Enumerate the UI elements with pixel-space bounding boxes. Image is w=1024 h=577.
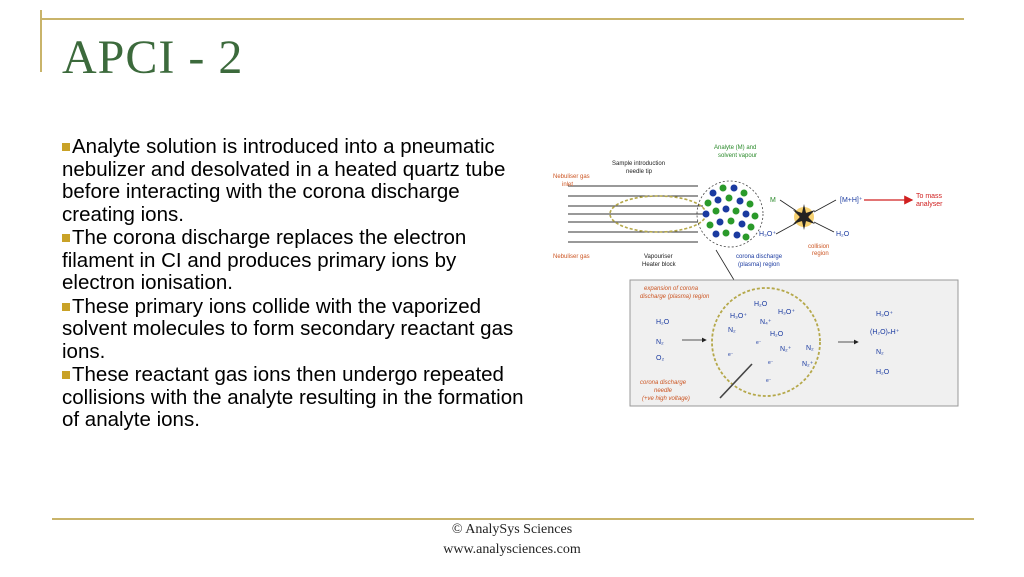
left-rule — [40, 10, 42, 72]
diagram-label: H₃O⁺ — [730, 313, 748, 320]
vaporiser-label: Vapouriser — [644, 254, 673, 260]
nebuliser-gas-label: Nebuliser gas — [553, 254, 590, 260]
sample-intro-label: Sample introduction — [612, 161, 666, 167]
bullet-item — [62, 296, 532, 364]
mh-arrow — [814, 200, 836, 212]
diagram-label: e⁻ — [756, 340, 762, 346]
m-arrow — [780, 200, 798, 212]
diagram-label: N₂ — [806, 345, 814, 352]
heater-block-label: Heater block — [642, 262, 676, 268]
diagram-label: H₃O⁺ — [778, 309, 796, 316]
analyte-vapour-label: Analyte (M) and — [714, 145, 757, 151]
bullet-text: The corona discharge replaces the electron filament in CI and produces primary ions by electron ionisation. — [62, 226, 467, 294]
footer — [412, 520, 612, 560]
corona-region-label: corona discharge — [736, 254, 783, 260]
top-rule — [40, 18, 964, 20]
slide-title: APCI - 2 — [62, 31, 244, 84]
vapour-droplets — [703, 185, 759, 241]
bullet-text: Analyte solution is introduced into a pneumatic nebulizer and desolvated in a heated quartz tube before interacting with the corona discharge creating ions. — [62, 135, 506, 226]
h2o-upper-label: H₂O — [836, 231, 850, 238]
high-voltage-label: (+ve high voltage) — [642, 396, 690, 402]
diagram-label: e⁻ — [768, 360, 774, 366]
bullet-square-icon — [62, 143, 70, 151]
diagram-label: N₂ — [728, 327, 736, 334]
solvent-vapour-label: solvent vapour — [718, 153, 758, 159]
nebuliser-gas-inlet-label: Nebuliser gas — [553, 174, 590, 180]
probe-tubes — [568, 186, 703, 242]
diagram-label: H₂O — [770, 331, 784, 338]
diagram-label: N₂⁺ — [802, 361, 814, 368]
diagram-label: H₂O — [876, 369, 890, 376]
expansion-label: expansion of corona — [644, 286, 699, 292]
bullet-item — [62, 364, 532, 432]
sample-intro-label-2: needle tip — [626, 169, 653, 175]
bullet-text: These primary ions collide with the vaporized solvent molecules to form secondary reactant gas ions. — [62, 294, 514, 363]
nebuliser-gas-inlet-label-2: inlet — [562, 182, 574, 188]
bullet-square-icon — [62, 234, 70, 242]
diagram-label: (H₂O)ₙH⁺ — [870, 329, 900, 336]
bullet-item — [62, 227, 532, 295]
corona-needle-label: corona discharge — [640, 380, 687, 386]
diagram-label: e⁻ — [728, 352, 734, 358]
bullet-text: These reactant gas ions then undergo repeated collisions with the analyte resulting in the formation of analyte ions. — [62, 363, 524, 431]
footer-copyright: © AnalySys Sciences — [451, 522, 573, 537]
to-mass-label: To mass — [916, 193, 943, 200]
collision-burst-icon — [793, 204, 815, 230]
plasma-label: discharge (plasma) region — [640, 294, 710, 300]
diagram-label: N₂ — [656, 339, 664, 346]
region-label: region — [812, 251, 829, 257]
h3o-label: H₃O⁺ — [759, 231, 777, 238]
bullet-item — [62, 136, 532, 226]
diagram-label: H₂O — [656, 319, 670, 326]
plasma-region-label: (plasma) region — [738, 262, 780, 268]
diagram-label: O₂ — [656, 355, 665, 362]
h3o-arrow — [776, 222, 798, 234]
diagram-label: e⁻ — [766, 378, 772, 384]
diagram-label: H₃O⁺ — [876, 311, 894, 318]
bullet-square-icon — [62, 303, 70, 311]
bullet-list — [62, 136, 532, 433]
needle-label: needle — [654, 388, 673, 394]
bullet-square-icon — [62, 371, 70, 379]
footer-website: www.analysciences.com — [443, 542, 581, 557]
mh-label: [M+H]⁺ — [840, 197, 863, 204]
diagram-label: N₄⁺ — [760, 319, 772, 326]
m-label: M — [770, 197, 776, 204]
diagram-label: N₂ — [876, 349, 884, 356]
analyser-label: analyser — [916, 201, 943, 208]
diagram-label: N₂⁺ — [780, 346, 792, 353]
diagram-label: H₂O — [754, 301, 768, 308]
h2o-arrow — [814, 222, 834, 232]
collision-label: collision — [808, 244, 830, 250]
apci-source-diagram — [548, 138, 968, 414]
